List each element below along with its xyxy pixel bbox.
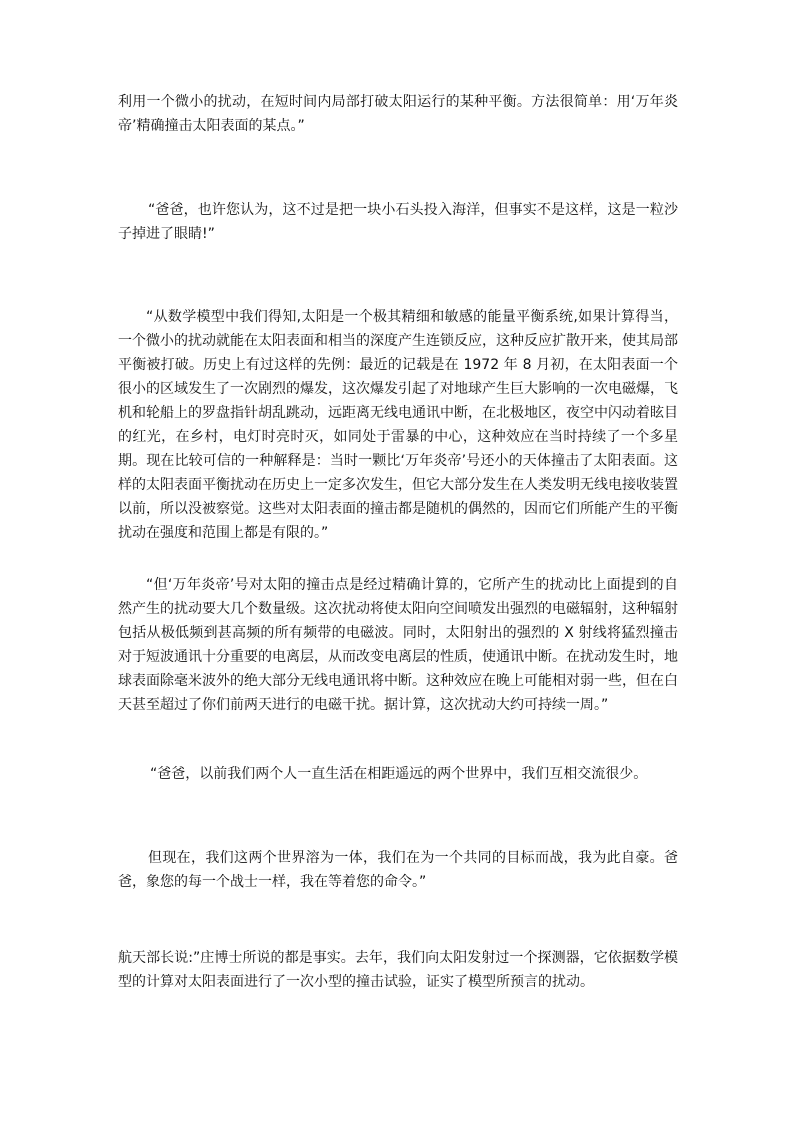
paragraph-4: “但‘万年炎帝’号对太阳的撞击点是经过精确计算的，它所产生的扰动比上面提到的自然产生的扰动要大几个数量级。这次扰动将使太阳向空间喷发出强烈的电磁辐射，这种辐射包括从极低频到甚高频的所有频带的电磁波。同时，太阳射出的强烈的 X 射线将猛烈撞击对于短波通讯十分重要的电离层，从而改变电离层的性质，使通讯中断。在扰动发生时，地球表面除毫米波外的绝大部分无线电通讯将中断。这种效应在晚上可能相对弱一些，但在白天甚至超过了你们前两天进行的电磁干扰。据计算，这次扰动大约可持续一周。”	[118, 577, 678, 713]
paragraph-3: “从数学模型中我们得知,太阳是一个极其精细和敏感的能量平衡系统,如果计算得当，一个微小的扰动就能在太阳表面和相当的深度产生连锁反应，这种反应扩散开来，使其局部平衡被打破。历史上有过这样的先例：最近的记载是在 1972 年 8 月初，在太阳表面一个很小的区域发生了一次剧烈的爆发，这次爆发引起了对地球产生巨大影响的一次电磁爆，飞机和轮船上的罗盘指针胡乱跳动，远距离无线电通讯中断，在北极地区，夜空中闪动着眩目的红光，在乡村，电灯时亮时灭，如同处于雷暴的中心，这种效应在当时持续了一个多星期。现在比较可信的一种解释是：当时一颗比‘万年炎帝’号还小的天体撞击了太阳表面。这样的太阳表面平衡扰动在历史上一定多次发生，但它大部分发生在人类发明无线电接收装置以前，所以没被察觉。这些对太阳表面的撞击都是随机的偶然的，因而它们所能产生的平衡扰动在强度和范围上都是有限的。”	[118, 309, 678, 541]
paragraph-6: 但现在，我们这两个世界溶为一体，我们在为一个共同的目标而战，我为此自豪。爸爸，象您的每一个战士一样，我在等着您的命令。”	[118, 850, 678, 890]
paragraph-1: 利用一个微小的扰动，在短时间内局部打破太阳运行的某种平衡。方法很简单：用‘万年炎帝’精确撞击太阳表面的某点。”	[118, 94, 678, 134]
paragraph-5: “爸爸，以前我们两个人一直生活在相距遥远的两个世界中，我们互相交流很少。	[150, 766, 648, 782]
paragraph-2: “爸爸，也许您认为，这不过是把一块小石头投入海洋，但事实不是这样，这是一粒沙子掉进了眼睛!”	[118, 202, 678, 242]
paragraph-7: 航天部长说:”庄博士所说的都是事实。去年，我们向太阳发射过一个探测器，它依据数学模型的计算对太阳表面进行了一次小型的撞击试验，证实了模型所预言的扰动。	[118, 950, 678, 990]
